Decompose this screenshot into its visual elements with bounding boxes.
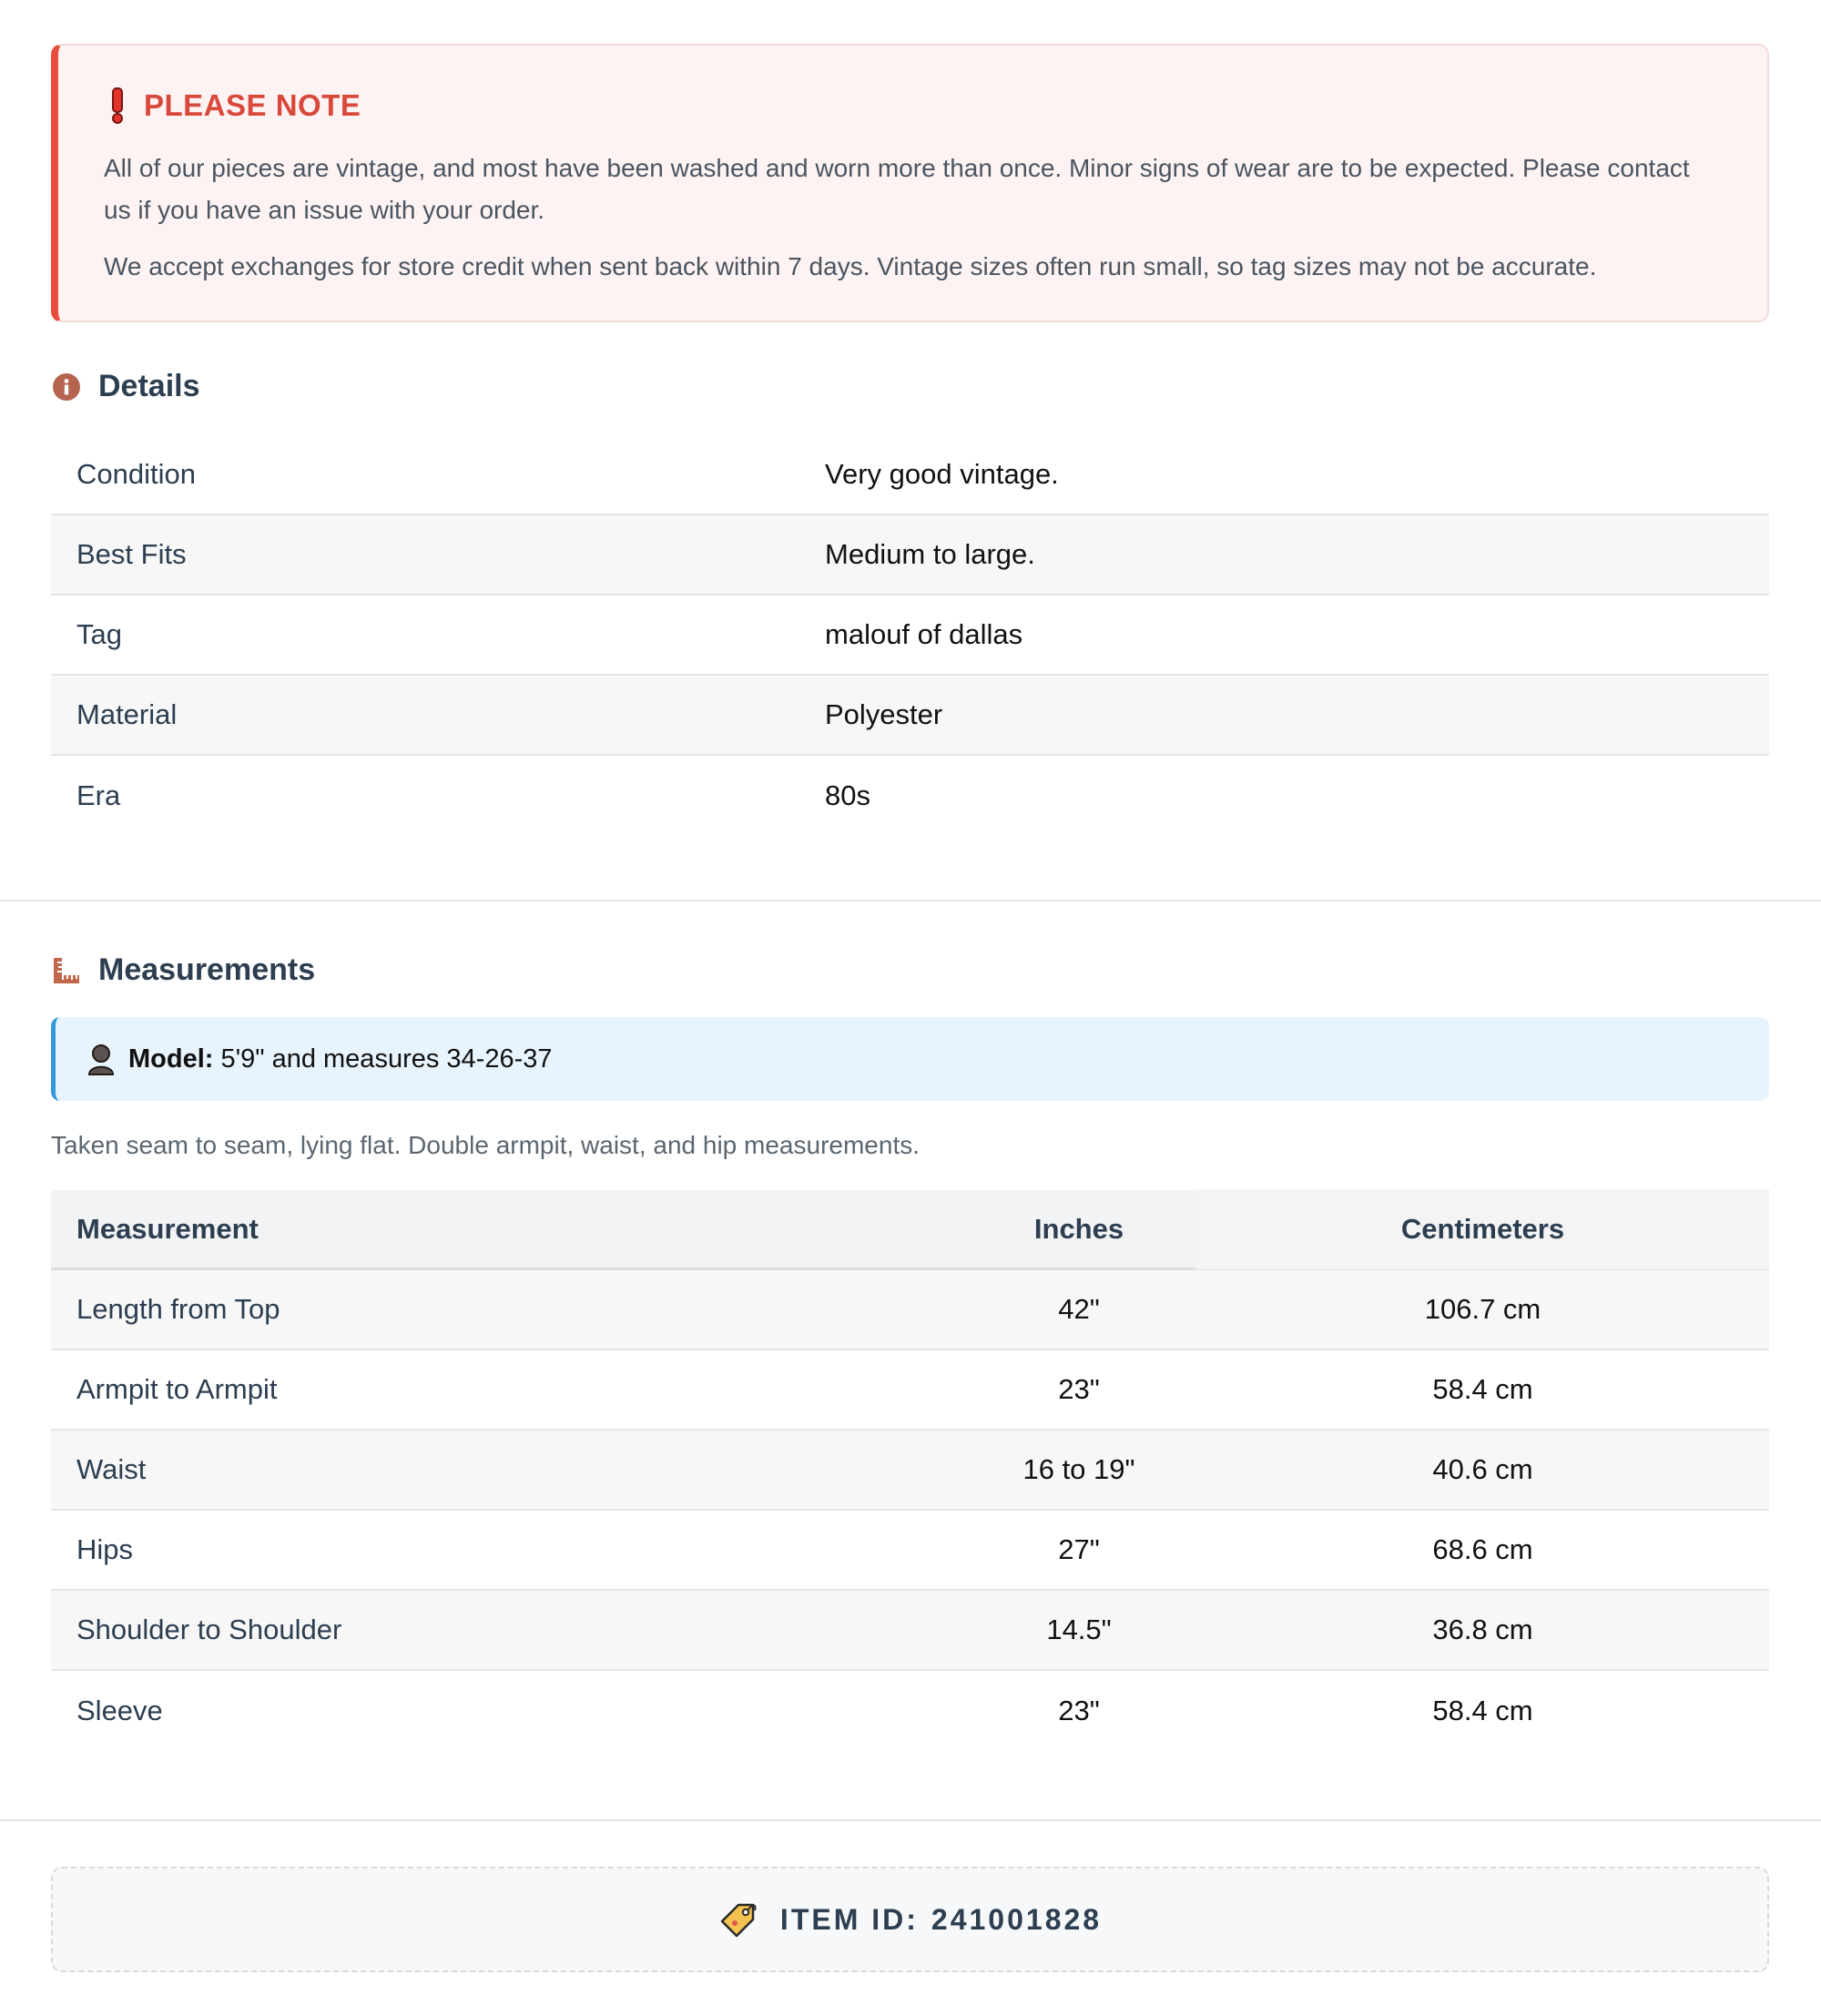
measurement-cm: 106.7 cm [1424, 1293, 1541, 1325]
measurement-name: Waist [76, 1453, 147, 1485]
measurements-heading [51, 952, 315, 988]
column-header: Centimeters [1196, 1189, 1769, 1269]
table-row [51, 1511, 1769, 1591]
model-text: 5'9" and measures 34-26-37 [220, 1044, 553, 1074]
tag-icon [718, 1899, 758, 1940]
details-row [51, 435, 1769, 515]
item-id-value: 241001828 [931, 1902, 1103, 1936]
details-row [51, 515, 1769, 596]
measurement-cm: 58.4 cm [1432, 1695, 1533, 1726]
table-header [51, 1190, 1769, 1270]
please-note-box [51, 44, 1769, 322]
measurement-inches: 27" [1058, 1533, 1100, 1565]
details-row [51, 676, 1769, 756]
measurement-inches: 23" [1058, 1373, 1100, 1405]
measurement-cm: 36.8 cm [1432, 1614, 1533, 1645]
notice-paragraph: We accept exchanges for store credit when sent back within 7 days. Vintage sizes often run small, so tag sizes may not be accurate. [104, 252, 1597, 280]
column-header: Inches [1033, 1212, 1124, 1245]
details-label: Best Fits [76, 538, 187, 570]
measurements-title: Measurements [98, 952, 316, 987]
table-row [51, 1350, 1769, 1431]
model-label: Model: [128, 1044, 214, 1074]
table-row [51, 1270, 1769, 1350]
table-row [51, 1591, 1769, 1671]
details-value: Very good vintage. [825, 458, 1059, 490]
details-label: Era [76, 779, 121, 811]
details-title: Details [98, 369, 200, 403]
measurement-name: Shoulder to Shoulder [76, 1614, 342, 1645]
details-label: Condition [76, 458, 196, 490]
measurement-name: Armpit to Armpit [76, 1373, 278, 1405]
notice-paragraph: All of our pieces are vintage, and most have been washed and worn more than once. Minor signs of wear are to be expected. Please contact us if you have an issue with your order. [104, 154, 1690, 224]
person-icon [86, 1042, 117, 1076]
measurement-cm: 40.6 cm [1432, 1453, 1533, 1485]
item-id-text [780, 1903, 1102, 1937]
section-divider [0, 900, 1821, 901]
measurement-cm: 68.6 cm [1432, 1533, 1533, 1565]
details-label: Material [76, 698, 178, 730]
table-row [51, 1671, 1769, 1751]
details-label: Tag [76, 618, 122, 650]
measurement-inches: 14.5" [1046, 1614, 1112, 1645]
details-value: malouf of dallas [825, 618, 1023, 650]
details-value: Medium to large. [825, 538, 1035, 570]
notice-title: PLEASE NOTE [144, 88, 361, 122]
info-icon [51, 372, 82, 402]
details-row [51, 596, 1769, 676]
measurement-name: Hips [76, 1533, 134, 1565]
measurement-note: Taken seam to seam, lying flat. Double armpit, waist, and hip measurements. [51, 1131, 920, 1159]
measurement-inches: 16 to 19" [1022, 1453, 1135, 1485]
measurement-cm: 58.4 cm [1432, 1373, 1533, 1405]
measurement-inches: 23" [1058, 1695, 1100, 1726]
column-header: Measurement [76, 1212, 259, 1245]
model-info-box [51, 1017, 1769, 1101]
item-id-label: ITEM ID: [779, 1902, 919, 1936]
exclamation-icon [104, 87, 131, 124]
details-value: Polyester [825, 698, 943, 730]
ruler-icon [51, 955, 82, 986]
details-row [51, 756, 1769, 836]
section-divider [0, 1819, 1821, 1821]
measurement-name: Length from Top [76, 1293, 280, 1325]
details-heading [51, 369, 200, 404]
details-table [51, 435, 1769, 836]
measurement-inches: 42" [1058, 1293, 1100, 1325]
measurements-table [51, 1190, 1769, 1751]
measurement-name: Sleeve [76, 1695, 163, 1726]
item-id-box [51, 1867, 1769, 1972]
notice-header [104, 86, 1720, 126]
table-row [51, 1431, 1769, 1511]
details-value: 80s [825, 779, 870, 811]
